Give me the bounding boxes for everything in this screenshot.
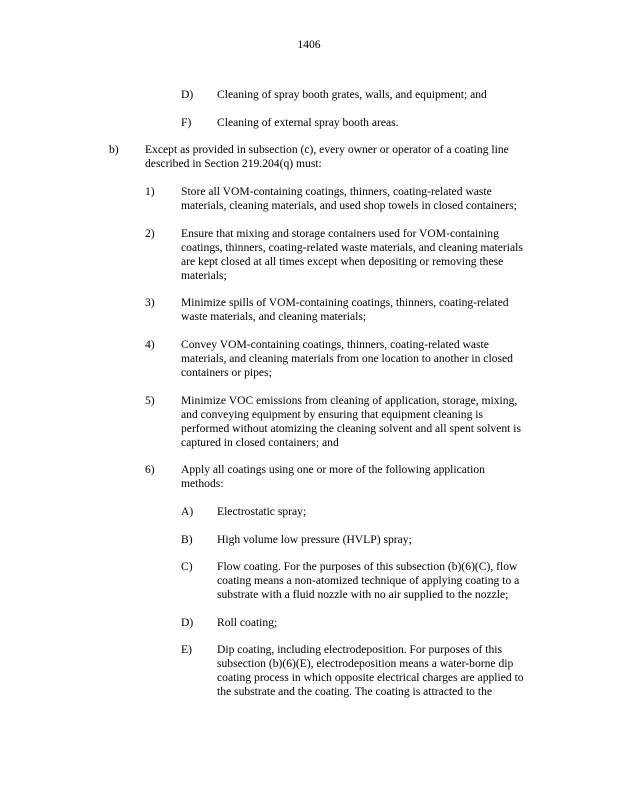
item-text: Minimize spills of VOM-containing coatings, thinners, coating-related waste materials, and cleaning materials; xyxy=(181,296,509,323)
item-text: Dip coating, including electrodeposition. For purposes of this subsection (b)(6)(E), electrodeposition means a water-borne dip coating process in which opposite electrical charges are applied to the substrate and the coating. The coating is attracted to the xyxy=(217,643,524,698)
item-label: D) xyxy=(181,616,194,629)
item-text: Store all VOM-containing coatings, thinners, coating-related waste materials, cleaning materials, and used shop towels in closed containers; xyxy=(181,185,517,212)
item-label: b) xyxy=(109,143,119,156)
item-label: B) xyxy=(181,533,193,546)
item-text: Cleaning of spray booth grates, walls, and equipment; and xyxy=(217,88,487,101)
item-text: Minimize VOC emissions from cleaning of application, storage, mixing, and conveying equipment by ensuring that equipment cleaning is performed without atomizing the cleaning solvent and all spent solvent is captured in closed containers; and xyxy=(181,394,522,449)
item-text: Flow coating. For the purposes of this subsection (b)(6)(C), flow coating means a non-atomized technique of applying coating to a substrate with a fluid nozzle with no air supplied to the nozzle; xyxy=(217,560,520,601)
item-label: 4) xyxy=(145,338,155,351)
item-text: Convey VOM-containing coatings, thinners, coating-related waste materials, and cleaning materials from one location to another in closed containers or pipes; xyxy=(181,338,513,379)
item-label: 3) xyxy=(145,296,155,309)
item-text: Cleaning of external spray booth areas. xyxy=(217,116,399,129)
item-label: D) xyxy=(181,88,194,101)
item-text: Electrostatic spray; xyxy=(217,505,307,518)
item-text: Ensure that mixing and storage containers used for VOM-containing coatings, thinners, coating-related waste materials, and cleaning materials are kept closed at all times except when depositing or removing these materials; xyxy=(181,227,523,282)
item-text: Apply all coatings using one or more of the following application methods: xyxy=(181,463,485,490)
item-text: Roll coating; xyxy=(217,616,278,629)
item-label: 5) xyxy=(145,394,155,407)
item-text: Except as provided in subsection (c), every owner or operator of a coating line described in Section 219.204(q) must: xyxy=(145,143,509,170)
item-label: F) xyxy=(181,116,192,129)
item-label: 1) xyxy=(145,185,155,198)
item-text: High volume low pressure (HVLP) spray; xyxy=(217,533,412,546)
item-label: E) xyxy=(181,643,192,656)
item-label: 6) xyxy=(145,463,155,476)
page-number: 1406 xyxy=(297,38,321,51)
item-label: A) xyxy=(181,505,194,518)
item-label: 2) xyxy=(145,227,155,240)
item-label: C) xyxy=(181,560,193,573)
